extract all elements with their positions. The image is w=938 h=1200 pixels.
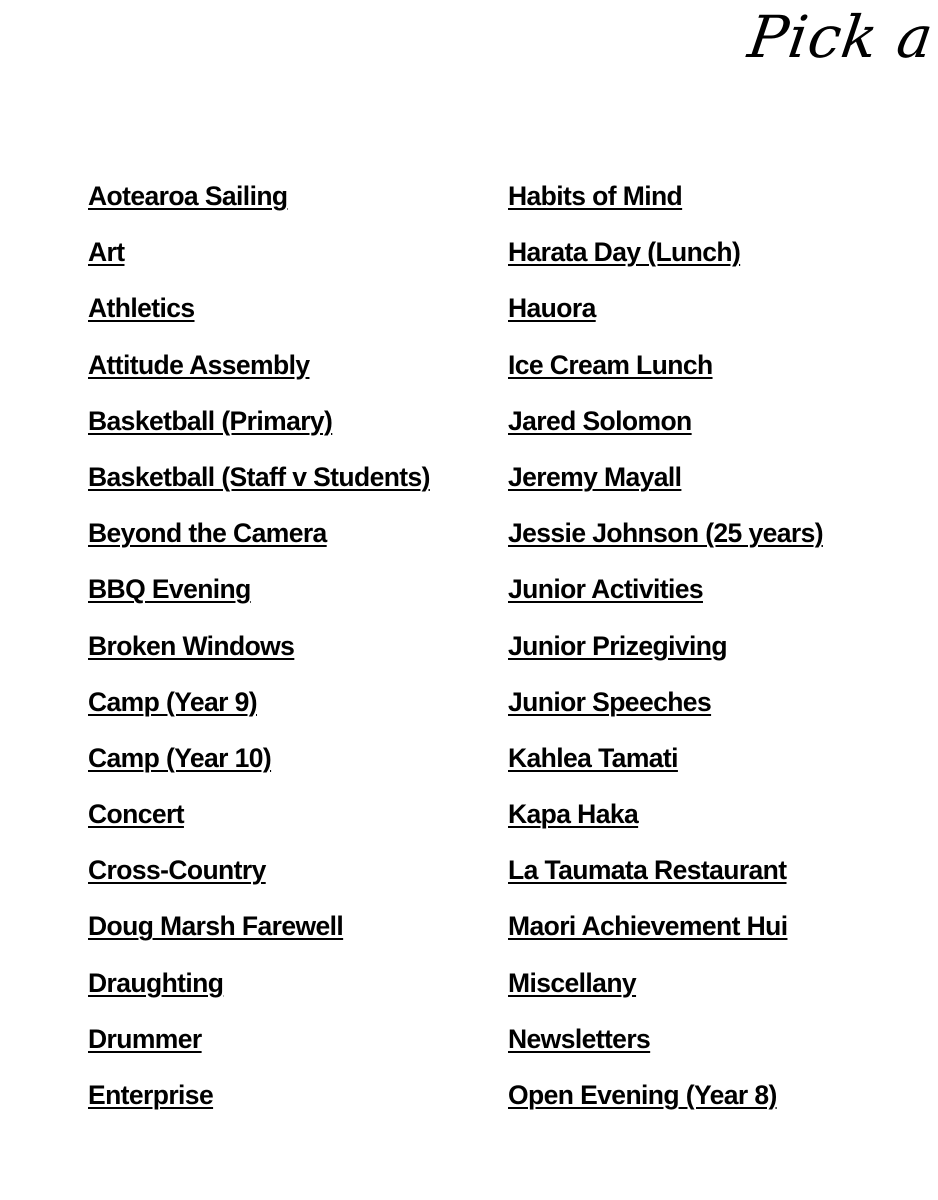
list-item (508, 964, 823, 1020)
list-item (508, 458, 823, 514)
link-doug-marsh-farewell[interactable]: Doug Marsh Farewell (88, 911, 344, 942)
list-item (88, 346, 430, 402)
list-item (508, 289, 823, 345)
link-basketball-primary[interactable]: Basketball (Primary) (88, 405, 333, 436)
page-heading: Pick a (744, 3, 938, 71)
link-harata-day-lunch[interactable]: Harata Day (Lunch) (508, 237, 741, 268)
link-enterprise[interactable]: Enterprise (88, 1080, 214, 1110)
list-item (88, 514, 430, 570)
link-junior-prizegiving[interactable]: Junior Prizegiving (508, 630, 727, 661)
link-basketball-staff-v-students[interactable]: Basketball (Staff v Students) (88, 461, 430, 492)
link-hauora[interactable]: Hauora (508, 293, 596, 324)
link-jeremy-mayall[interactable]: Jeremy Mayall (508, 461, 682, 492)
link-list-right (508, 177, 823, 1132)
list-item (508, 1076, 823, 1132)
link-broken-windows[interactable]: Broken Windows (88, 630, 295, 661)
link-list-left (88, 177, 430, 1132)
link-miscellany[interactable]: Miscellany (508, 967, 637, 998)
link-draughting[interactable]: Draughting (88, 967, 224, 998)
link-maori-achievement-hui[interactable]: Maori Achievement Hui (508, 911, 788, 942)
list-item (508, 795, 823, 851)
list-item (88, 627, 430, 683)
link-jared-solomon[interactable]: Jared Solomon (508, 405, 692, 436)
list-item (88, 402, 430, 458)
link-habits-of-mind[interactable]: Habits of Mind (508, 181, 683, 211)
list-item (508, 739, 823, 795)
link-junior-speeches[interactable]: Junior Speeches (508, 686, 712, 717)
list-item (508, 907, 823, 963)
list-item (88, 233, 430, 289)
list-item (88, 458, 430, 514)
list-item (508, 177, 823, 233)
list-item (88, 964, 430, 1020)
link-beyond-the-camera[interactable]: Beyond the Camera (88, 518, 327, 549)
link-athletics[interactable]: Athletics (88, 293, 195, 324)
list-item (88, 570, 430, 626)
list-item (508, 851, 823, 907)
list-item (88, 289, 430, 345)
link-aotearoa-sailing[interactable]: Aotearoa Sailing (88, 181, 288, 211)
list-item (88, 739, 430, 795)
list-item (508, 514, 823, 570)
link-cross-country[interactable]: Cross-Country (88, 855, 266, 886)
link-la-taumata-restaurant[interactable]: La Taumata Restaurant (508, 855, 787, 886)
list-item (88, 907, 430, 963)
link-camp-year-10[interactable]: Camp (Year 10) (88, 742, 272, 773)
list-item (508, 346, 823, 402)
list-item (508, 683, 823, 739)
link-art[interactable]: Art (88, 237, 125, 268)
link-camp-year-9[interactable]: Camp (Year 9) (88, 686, 257, 717)
link-ice-cream-lunch[interactable]: Ice Cream Lunch (508, 349, 713, 380)
list-item (508, 233, 823, 289)
list-item (88, 851, 430, 907)
link-kapa-haka[interactable]: Kapa Haka (508, 799, 639, 830)
list-item (508, 402, 823, 458)
list-item (88, 1076, 430, 1132)
list-item (508, 1020, 823, 1076)
link-concert[interactable]: Concert (88, 799, 184, 830)
link-bbq-evening[interactable]: BBQ Evening (88, 574, 251, 605)
list-item (88, 177, 430, 233)
link-kahlea-tamati[interactable]: Kahlea Tamati (508, 742, 678, 773)
link-drummer[interactable]: Drummer (88, 1023, 202, 1054)
list-item (508, 627, 823, 683)
link-newsletters[interactable]: Newsletters (508, 1023, 651, 1054)
list-item (508, 570, 823, 626)
link-attitude-assembly[interactable]: Attitude Assembly (88, 349, 310, 380)
link-open-evening-year-8[interactable]: Open Evening (Year 8) (508, 1080, 777, 1110)
list-item (88, 1020, 430, 1076)
list-item (88, 683, 430, 739)
list-item (88, 795, 430, 851)
link-junior-activities[interactable]: Junior Activities (508, 574, 703, 605)
link-jessie-johnson-25-years[interactable]: Jessie Johnson (25 years) (508, 518, 823, 549)
